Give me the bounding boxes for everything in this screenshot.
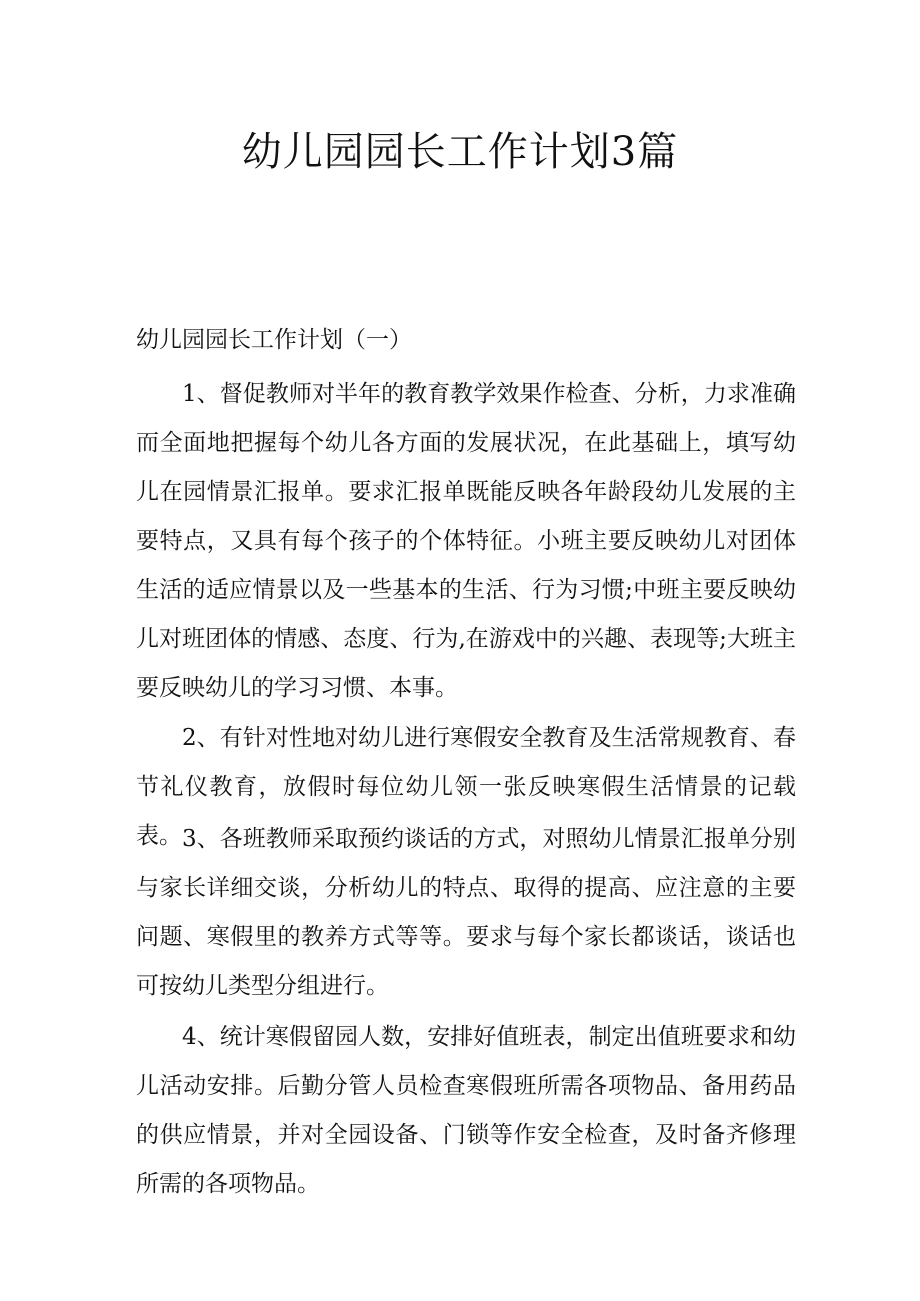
document-title: 幼儿园园长工作计划3篇 xyxy=(241,129,679,175)
paragraph-1: 1、督促教师对半年的教育教学效果作检查、分析，力求准确而全面地把握每个幼儿各方面的发展状况，在此基础上，填写幼儿在园情景汇报单。要求汇报单既能反映各年龄段幼儿发展的主要特点，又具有每个孩子的个体特征。小班主要反映幼儿对团体生活的适应情景以及一些基本的生活、行为习惯;中班主要反映幼儿对班团体的情感、态度、行为,在游戏中的兴趣、表现等;大班主要反映幼儿的学习习惯、本事。 xyxy=(136,381,796,701)
paragraph-3: 3、各班教师采取预约谈话的方式，对照幼儿情景汇报单分别与家长详细交谈，分析幼儿的特点、取得的提高、应注意的主要问题、寒假里的教养方式等等。要求与每个家长都谈话，谈话也可按幼儿类型分组进行。 xyxy=(136,826,796,999)
paragraph-2: 2、有针对性地对幼儿进行寒假安全教育及生活常规教育、春节礼仪教育，放假时每位幼儿领一张反映寒假生活情景的记载表。 xyxy=(136,725,796,849)
section-heading: 幼儿园园长工作计划（一） xyxy=(136,327,412,353)
paragraph-4: 4、统计寒假留园人数，安排好值班表，制定出值班要求和幼儿活动安排。后勤分管人员检查寒假班所需各项物品、备用药品的供应情景，并对全园设备、门锁等作安全检查，及时备齐修理所需的各项物品。 xyxy=(136,1024,796,1197)
